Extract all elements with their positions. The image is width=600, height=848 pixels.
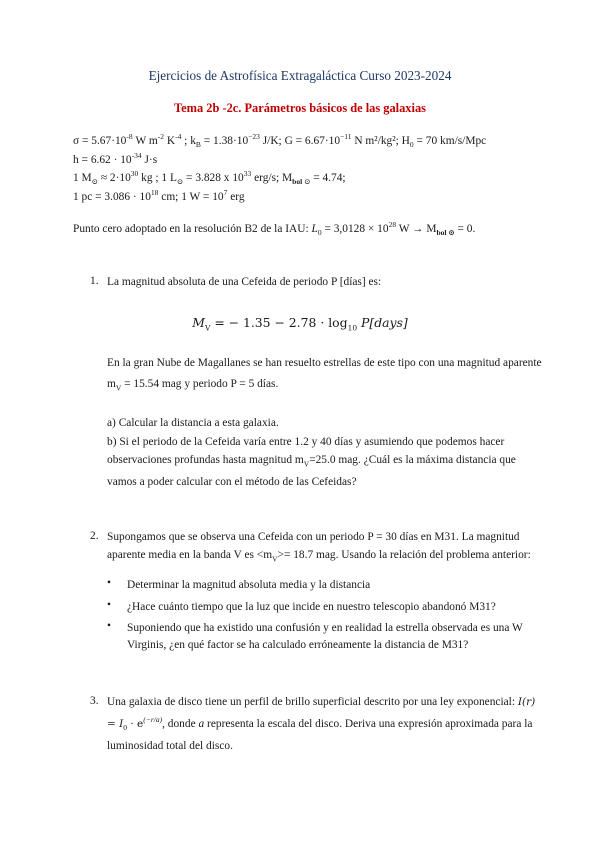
iau-zero-point: Punto cero adoptado en la resolución B2 de la IAU: $L_0 = 3,0128 \times 10^{28}$ $W \to M_{bol ⊙} = 0$. bbox=[73, 220, 476, 238]
question-2-item: Suponiendo que ha existido una confusión y en realidad la estrella observada es una W Virginis, ¿en qué factor se ha calculado erróneamente la distancia de M31? bbox=[127, 622, 523, 651]
question-2-item: ¿Hace cuánto tiempo que la luz que incide en nuestro telescopio abandonó M31? bbox=[127, 601, 496, 613]
constants-line-3: 1 $M_⊙ \approx 2\cdot 10^{30}$ kg ; 1 $L_⊙ = 3.828$ x $10^{33}$ erg/s; $M_{bol ⊙} = 4.74$; bbox=[73, 169, 346, 187]
question-1-part-b: b) Si el periodo de la Cefeida varía entre 1.2 y 40 días y asumiendo que podemos hacer observaciones profundas hasta magnitud $m_V=25.0$ mag. ¿Cuál es la máxima distancia que vamos a poder calcular con el método de las Cefeidas? bbox=[107, 436, 516, 489]
cepheid-formula: $M_V$ = − $1.35 - 2.78 \cdot \log_{10}$ P[days] bbox=[192, 315, 408, 333]
document-title: Ejercicios de Astrofísica Extragaláctica Curso 2023-2024 bbox=[148, 68, 452, 83]
document-subtitle: Tema 2b -2c. Parámetros básicos de las galaxias bbox=[174, 101, 426, 115]
question-2-number: 2. bbox=[90, 530, 99, 542]
question-1-text: La magnitud absoluta de una Cefeida de periodo P [días] es: bbox=[107, 276, 382, 288]
constants-line-4: 1 pc = $3.086 \cdot 10^{18}$ cm; 1 $W = 10^7$ erg bbox=[73, 188, 245, 203]
bullet-icon: • bbox=[107, 620, 111, 632]
question-2-item: Determinar la magnitud absoluta media y la distancia bbox=[127, 579, 371, 591]
question-1-paragraph: En la gran Nube de Magallanes se han resuelto estrellas de este tipo con una magnitud aparente $m_V = 15.54$ mag y periodo P = 5 días. bbox=[107, 357, 542, 393]
constants-line-2: $h = 6.62 \cdot 10^{-34}$ J·s bbox=[73, 151, 158, 166]
bullet-icon: • bbox=[107, 599, 111, 611]
question-1-number: 1. bbox=[90, 275, 99, 287]
question-1-part-a: a) Calcular la distancia a esta galaxia. bbox=[107, 417, 279, 429]
bullet-icon: • bbox=[107, 577, 111, 589]
question-3-text: Una galaxia de disco tiene un perfil de brillo superficial descrito por una ley exponencial: $I(r) = I_0 \cdot e^{(-r/a)}$, donde a representa la escala del disco. Deriva una expresión aproximada para la luminosidad total del disco. bbox=[107, 696, 536, 753]
question-2-text: Supongamos que se observa una Cefeida con un periodo P = 30 días en M31. La magnitud aparente media en la banda V es $<m_V>= 18.7$ mag. Usando la relación del problema anterior: bbox=[107, 531, 531, 564]
question-3-number: 3. bbox=[90, 695, 99, 707]
constants-line-1: $\sigma = 5.67\cdot 10^{-8}$ W $m^{-2}$ $K^{-4}$ ; $k_B = 1.38\cdot 10^{-23}$ J/K; $G = 6.67\cdot 10^{-11}$ N m²/kg²; $H_0 = 70$ km/s/Mpc bbox=[73, 132, 487, 150]
